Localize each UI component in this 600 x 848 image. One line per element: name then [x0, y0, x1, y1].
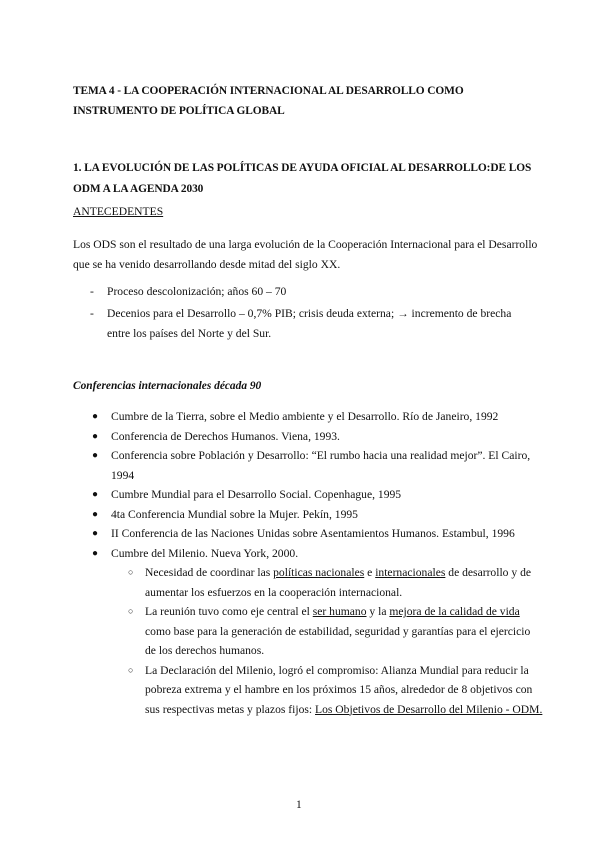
- dash-item-text: Decenios para el Desarrollo – 0,7% PIB; crisis deuda externa; → incremento de brecha entre los países del Norte y del Sur.: [107, 307, 512, 340]
- bullet-marker: ●: [92, 450, 99, 461]
- sub-bullet-marker: ○: [128, 606, 134, 616]
- conferences-heading: Conferencias internacionales década 90: [73, 380, 262, 392]
- conference-text: II Conferencia de las Naciones Unidas sobre Asentamientos Humanos. Estambul, 1996: [111, 527, 515, 540]
- conference-text: Cumbre del Milenio. Nueva York, 2000.: [111, 546, 299, 560]
- bullet-marker: ●: [92, 528, 99, 539]
- sub-list-item: [128, 661, 543, 720]
- sub-list-item: [128, 563, 543, 602]
- sub-text: como base para la generación de estabilidad, seguridad y garantías para el ejercicio de los derechos humanos.: [145, 624, 531, 657]
- list-item: [92, 544, 542, 564]
- document-title: TEMA 4 - LA COOPERACIÓN INTERNACIONAL AL DESARROLLO COMO INSTRUMENTO DE POLÍTICA GLOBAL: [73, 85, 464, 117]
- sub-text: de desarrollo y de aumentar los esfuerzos en la cooperación internacional.: [145, 566, 532, 599]
- sub-underlined-text: ser humano: [312, 605, 367, 618]
- sub-list-item: [128, 602, 543, 661]
- conference-text: 4ta Conferencia Mundial sobre la Mujer. Pekín, 1995: [111, 507, 358, 521]
- list-item: [92, 505, 542, 525]
- sub-text: Necesidad de coordinar las: [145, 566, 274, 579]
- sub-underlined-text: Los Objetivos de Desarrollo del Milenio - ODM.: [315, 702, 543, 716]
- list-item: [92, 524, 542, 544]
- bullet-marker: ●: [92, 547, 99, 559]
- sub-text: La Declaración del Milenio, logró el compromiso: Alianza Mundial para reducir la pobreza extrema y el hambre en los próximos 15 años, alrededor de 8 objetivos con sus respectivas metas y plazos fijos:: [145, 663, 533, 716]
- conference-text: Conferencia de Derechos Humanos. Viena, 1993.: [111, 429, 340, 443]
- bullet-marker: ●: [92, 411, 99, 422]
- milenio-sublist: [128, 563, 543, 719]
- conference-text: Cumbre de la Tierra, sobre el Medio ambiente y el Desarrollo. Río de Janeiro, 1992: [111, 410, 499, 423]
- conferences-list: [92, 407, 542, 563]
- intro-paragraph: Los ODS son el resultado de una larga evolución de la Cooperación Internacional para el Desarrollo que se ha venido desarrollando desde mitad del siglo XX.: [73, 238, 538, 271]
- page-number: 1: [296, 799, 302, 811]
- list-item: [92, 485, 542, 505]
- sub-text: e: [364, 566, 376, 579]
- dash-item: [90, 282, 530, 302]
- list-item: [92, 407, 542, 427]
- dash-marker: -: [90, 307, 94, 320]
- dash-item: [90, 304, 530, 344]
- conference-text: Conferencia sobre Población y Desarrollo: “El rumbo hacia una realidad mejor”. El Cairo, 1994: [111, 449, 531, 482]
- sub-underlined-text: internacionales: [375, 566, 446, 579]
- conference-text: Cumbre Mundial para el Desarrollo Social. Copenhague, 1995: [111, 488, 402, 501]
- sub-bullet-marker: ○: [128, 567, 134, 577]
- sub-underlined-text: políticas nacionales: [273, 566, 365, 579]
- bullet-marker: ●: [92, 508, 99, 520]
- list-item: [92, 427, 542, 447]
- dash-marker: -: [90, 285, 94, 298]
- sub-underlined-text: mejora de la calidad de vida: [389, 605, 520, 618]
- section-heading: 1. LA EVOLUCIÓN DE LAS POLÍTICAS DE AYUDA OFICIAL AL DESARROLLO:DE LOS ODM A LA AGENDA 2030: [73, 162, 532, 195]
- antecedentes-heading: ANTECEDENTES: [73, 205, 164, 218]
- list-item: [92, 446, 542, 485]
- sub-text: y la: [366, 605, 390, 618]
- bullet-marker: ●: [92, 489, 99, 500]
- sub-text: La reunión tuvo como eje central el: [145, 605, 313, 618]
- dash-item-text: Proceso descolonización; años 60 – 70: [107, 285, 287, 298]
- bullet-marker: ●: [92, 430, 99, 442]
- sub-bullet-marker: ○: [128, 664, 134, 675]
